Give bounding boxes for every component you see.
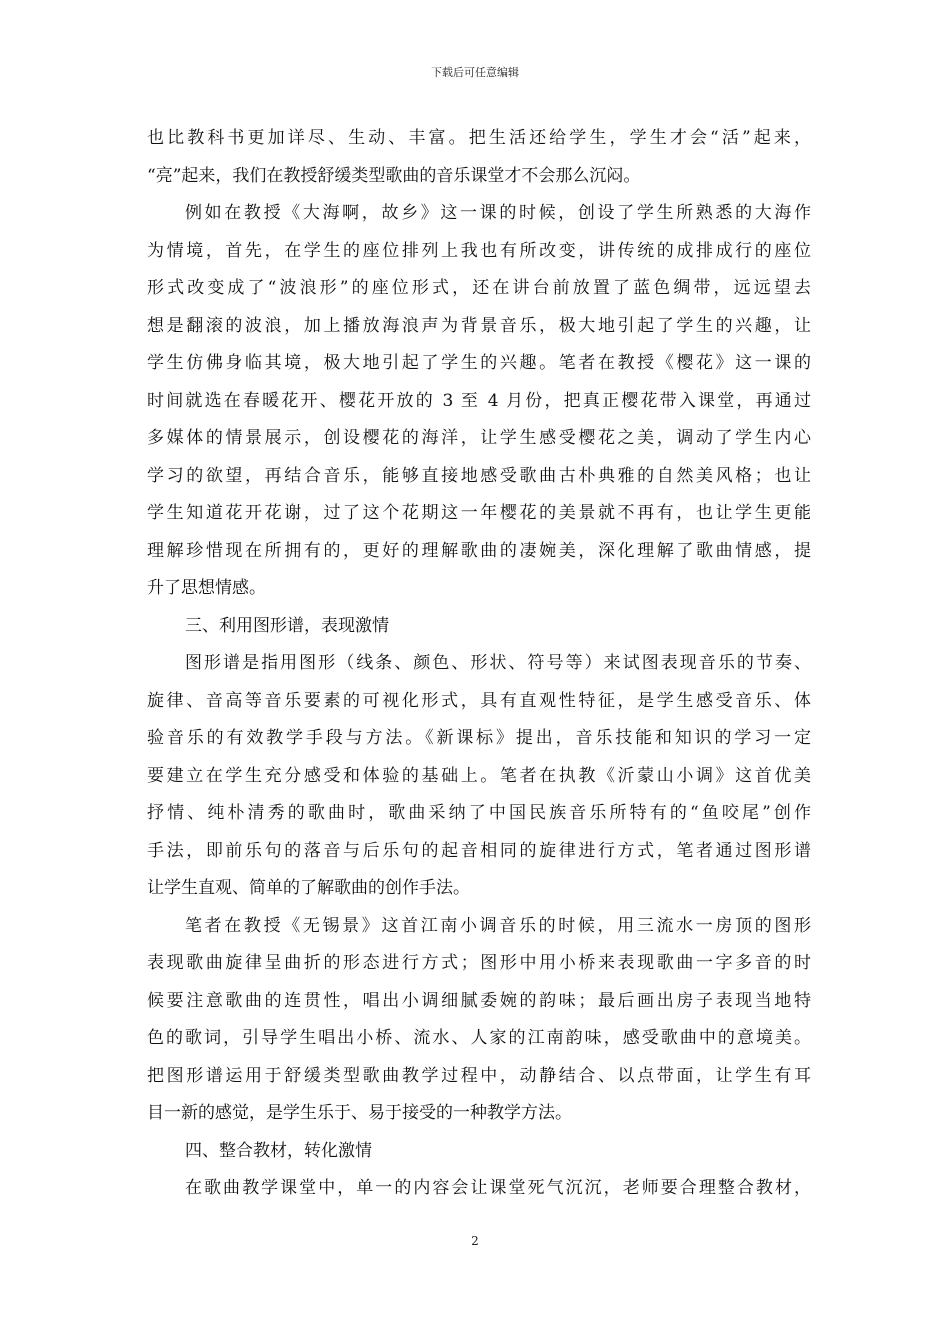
- document-body: [147, 120, 811, 1208]
- text-line: 验音乐的有效教学手段与方法。《新课标》提出，音乐技能和知识的学习一定: [147, 728, 811, 748]
- text-line: 色的歌词，引导学生唱出小桥、流水、人家的江南韵味，感受歌曲中的意境美。: [147, 1028, 811, 1048]
- text-line: “亮”起来，我们在教授舒缓类型歌曲的音乐课堂才不会那么沉闷。: [147, 165, 641, 186]
- text-line: 笔者在教授《无锡景》这首江南小调音乐的时候，用三流水一房顶的图形: [185, 915, 811, 936]
- text-line: 也比教科书更加详尽、生动、丰富。把生活还给学生，学生才会“活”起来，: [147, 128, 811, 148]
- text-line: 学生仿佛身临其境，极大地引起了学生的兴趣。笔者在教授《樱花》这一课的: [147, 353, 811, 373]
- text-line: 想是翻滚的波浪，加上播放海浪声为背景音乐，极大地引起了学生的兴趣，让: [147, 315, 811, 336]
- page-number: 2: [471, 1234, 479, 1248]
- text-line: 学生知道花开花谢，过了这个花期这一年樱花的美景就不再有，也让学生更能: [147, 503, 811, 523]
- section-heading: 三、利用图形谱，表现激情: [185, 615, 389, 636]
- text-line: 旋律、音高等音乐要素的可视化形式，具有直观性特征，是学生感受音乐、体: [147, 690, 811, 711]
- text-line: 例如在教授《大海啊，故乡》这一课的时候，创设了学生所熟悉的大海作: [185, 203, 811, 223]
- text-line: 手法，即前乐句的落音与后乐句的起音相同的旋律进行方式，笔者通过图形谱: [147, 840, 811, 861]
- text-line: 表现歌曲旋律呈曲折的形态进行方式；图形中用小桥来表现歌曲一字多音的时: [147, 953, 811, 973]
- section-heading: 四、整合教材，转化激情: [185, 1140, 372, 1161]
- text-line: 抒情、纯朴清秀的歌曲时，歌曲采纳了中国民族音乐所特有的“鱼咬尾”创作: [147, 803, 811, 823]
- text-line: 多媒体的情景展示，创设樱花的海洋，让学生感受樱花之美，调动了学生内心: [147, 428, 811, 448]
- text-line: 时间就选在春暖花开、樱花开放的 3 至 4 月份，把真正樱花带入课堂，再通过: [147, 390, 811, 411]
- text-line: 在歌曲教学课堂中，单一的内容会让课堂死气沉沉，老师要合理整合教材，: [185, 1178, 811, 1198]
- text-line: 要建立在学生充分感受和体验的基础上。笔者在执教《沂蒙山小调》这首优美: [147, 765, 811, 786]
- text-line: 理解珍惜现在所拥有的，更好的理解歌曲的凄婉美，深化理解了歌曲情感，提: [147, 540, 811, 561]
- text-line: 形式改变成了“波浪形”的座位形式，还在讲台前放置了蓝色绸带，远远望去: [147, 278, 811, 298]
- text-line: 图形谱是指用图形（线条、颜色、形状、符号等）来试图表现音乐的节奏、: [185, 653, 811, 673]
- text-line: 升了思想情感。: [147, 578, 266, 598]
- text-line: 为情境，首先，在学生的座位排列上我也有所改变，讲传统的成排成行的座位: [147, 240, 811, 261]
- text-line: 目一新的感觉，是学生乐于、易于接受的一种教学方法。: [147, 1103, 572, 1123]
- text-line: 候要注意歌曲的连贯性，唱出小调细腻委婉的韵味；最后画出房子表现当地特: [147, 990, 811, 1011]
- text-line: 把图形谱运用于舒缓类型歌曲教学过程中，动静结合、以点带面，让学生有耳: [147, 1065, 811, 1086]
- page-header: 下载后可任意编辑: [431, 66, 519, 79]
- text-line: 学习的欲望，再结合音乐，能够直接地感受歌曲古朴典雅的自然美风格；也让: [147, 465, 811, 486]
- text-line: 让学生直观、简单的了解歌曲的创作手法。: [147, 878, 470, 898]
